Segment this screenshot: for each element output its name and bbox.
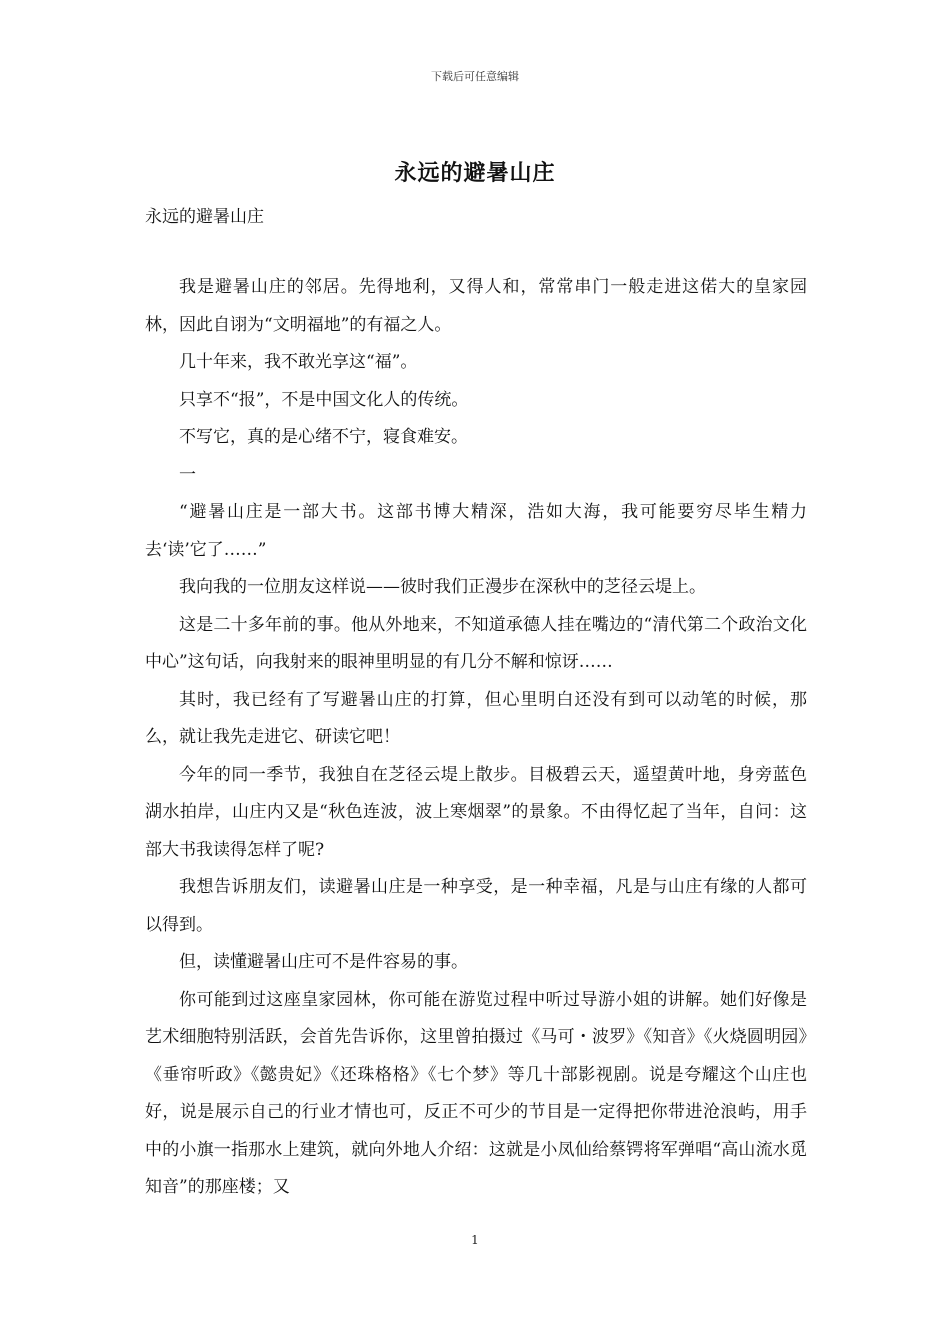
- page-header: 下载后可任意编辑: [431, 70, 519, 83]
- paragraph: 你可能到过这座皇家园林，你可能在游览过程中听过导游小姐的讲解。她们好像是艺术细胞特别活跃，会首先告诉你，这里曾拍摄过《马可・波罗》《知音》《火烧圆明园》《垂帘听政》《懿贵妃》《还珠格格》《七个梦》等几十部影视剧。说是夸耀这个山庄也好，说是展示自己的行业才情也可，反正不可少的节目是一定得把你带进沧浪屿，用手中的小旗一指那水上建筑，就向外地人介绍：这就是小凤仙给蔡锷将军弹唱“高山流水觅知音”的那座楼；又: [145, 989, 807, 1197]
- page-number: 1: [471, 1233, 479, 1247]
- paragraph: 其时，我已经有了写避暑山庄的打算，但心里明白还没有到可以动笔的时候，那么，就让我先走进它、研读它吧！: [145, 689, 807, 747]
- paragraph: 今年的同一季节，我独自在芝径云堤上散步。目极碧云天，遥望黄叶地，身旁蓝色湖水拍岸，山庄内又是“秋色连波，波上寒烟翠”的景象。不由得忆起了当年，自问：这部大书我读得怎样了呢?: [145, 764, 807, 860]
- paragraph: 但，读懂避暑山庄可不是件容易的事。: [179, 952, 468, 972]
- section-number: 一: [179, 464, 196, 485]
- document-body: [145, 269, 807, 1207]
- document-subtitle: 永远的避暑山庄: [145, 207, 264, 227]
- document-title: 永远的避暑山庄: [394, 160, 556, 186]
- paragraph: 我是避暑山庄的邻居。先得地利，又得人和，常常串门一般走进这偌大的皇家园林，因此自诩为“文明福地”的有福之人。: [145, 277, 807, 335]
- paragraph: 不写它，真的是心绪不宁，寝食难安。: [179, 427, 468, 447]
- paragraph: “避暑山庄是一部大书。这部书博大精深，浩如大海，我可能要穷尽毕生精力去‘读’它了……”: [145, 502, 807, 560]
- paragraph: 这是二十多年前的事。他从外地来，不知道承德人挂在嘴边的“清代第二个政治文化中心”这句话，向我射来的眼神里明显的有几分不解和惊讶……: [145, 614, 807, 672]
- paragraph: 几十年来，我不敢光享这“福”。: [179, 352, 418, 372]
- paragraph: 我向我的一位朋友这样说——彼时我们正漫步在深秋中的芝径云堤上。: [179, 577, 706, 597]
- paragraph: 我想告诉朋友们，读避暑山庄是一种享受，是一种幸福，凡是与山庄有缘的人都可以得到。: [145, 877, 807, 935]
- paragraph: 只享不“报”，不是中国文化人的传统。: [179, 389, 469, 410]
